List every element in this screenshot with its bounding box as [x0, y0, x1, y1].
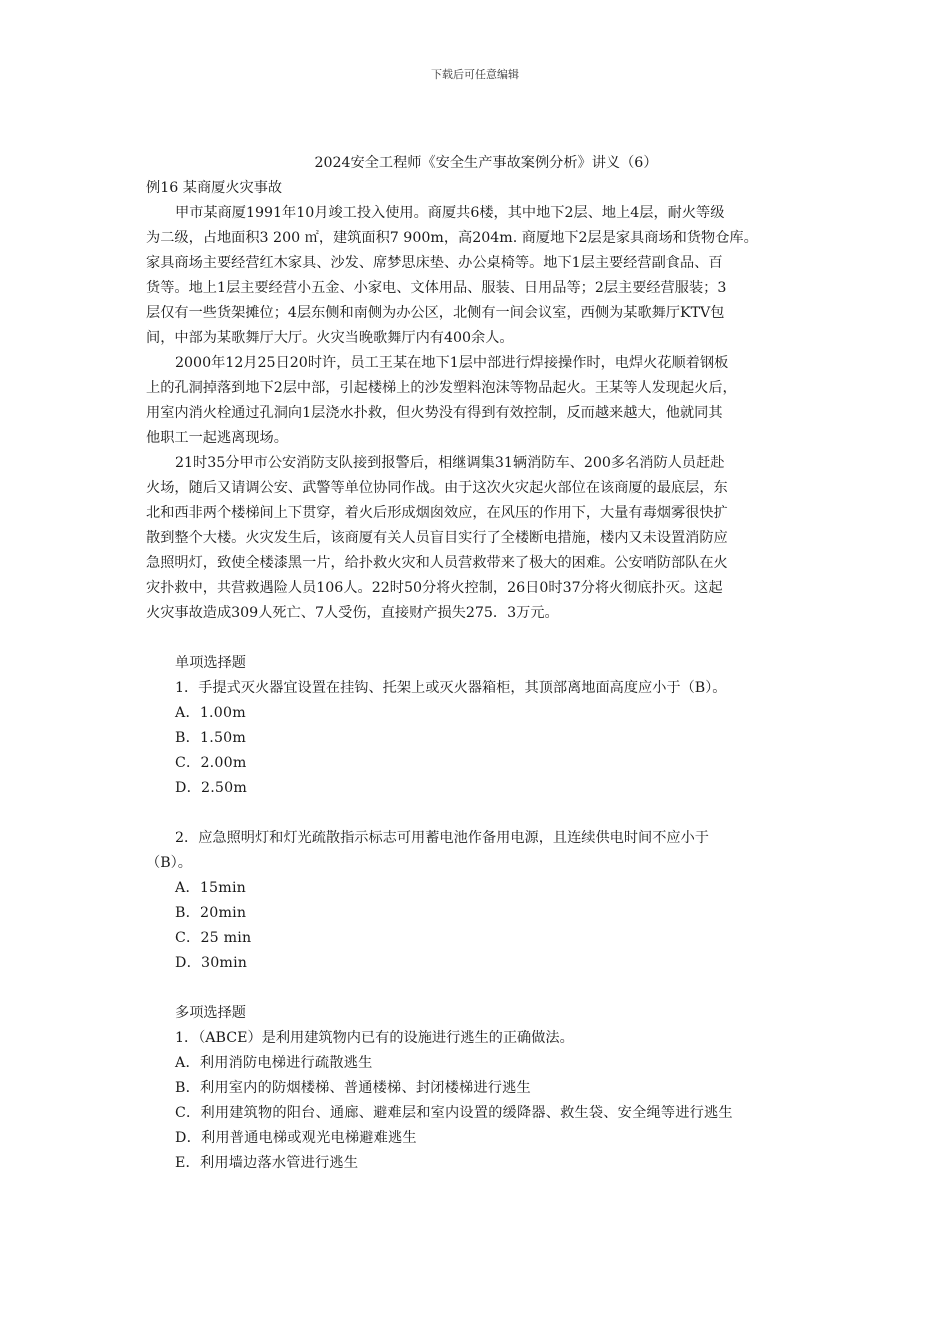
option: C．2.00m — [175, 755, 247, 771]
document-title: 2024安全工程师《安全生产事故案例分析》讲义（6） — [314, 155, 658, 171]
question-text: 1．手提式灭火器宜设置在挂钩、托架上或灭火器箱柜，其顶部离地面高度应小于（B）。 — [175, 680, 727, 696]
single-choice-section — [146, 651, 826, 976]
text-line: 北和西非两个楼梯间上下贯穿，着火后形成烟囱效应，在风压的作用下，大量有毒烟雾很快扩 — [146, 505, 728, 521]
section-heading: 多项选择题 — [175, 1005, 246, 1021]
question-1 — [146, 1026, 826, 1176]
text-line: 21时35分甲市公安消防支队接到报警后，相继调集31辆消防车、200多名消防人员赶赴 — [175, 455, 725, 471]
text-line: 火灾事故造成309人死亡、7人受伤，直接财产损失275．3万元。 — [146, 605, 559, 621]
option: A．利用消防电梯进行疏散逃生 — [175, 1055, 373, 1071]
text-line: 家具商场主要经营红木家具、沙发、席梦思床垫、办公桌椅等。地下1层主要经营副食品、百 — [146, 255, 723, 271]
option: A．15min — [175, 880, 247, 896]
option: B．20min — [175, 905, 247, 921]
case-heading: 例16 某商厦火灾事故 — [146, 180, 283, 196]
multi-choice-section — [146, 1001, 826, 1176]
document-body — [146, 151, 826, 1176]
question-2 — [146, 826, 826, 976]
header-note: 下载后可任意编辑 — [431, 68, 519, 81]
text-line: 为二级，占地面积3 200 ㎡，建筑面积7 900m，高204m. 商厦地下2层是家具商场和货物仓库。 — [146, 230, 758, 246]
option: D．30min — [175, 955, 248, 971]
text-line: 用室内消火栓通过孔洞向1层浇水扑救，但火势没有得到有效控制，反而越来越大，他就同其 — [146, 405, 723, 421]
option: C．利用建筑物的阳台、通廊、避难层和室内设置的缓降器、救生袋、安全绳等进行逃生 — [175, 1105, 733, 1121]
question-text: （B）。 — [146, 855, 192, 871]
text-line: 2000年12月25日20时许，员工王某在地下1层中部进行焊接操作时，电焊火花顺着钢板 — [175, 355, 729, 371]
text-line: 上的孔洞掉落到地下2层中部，引起楼梯上的沙发塑料泡沫等物品起火。王某等人发现起火后， — [146, 380, 737, 396]
section-heading: 单项选择题 — [175, 655, 246, 671]
text-line: 货等。地上1层主要经营小五金、小家电、文体用品、服装、日用品等；2层主要经营服装；3 — [146, 280, 727, 296]
option: A．1.00m — [175, 705, 246, 721]
question-text: 1．（ABCE）是利用建筑物内已有的设施进行逃生的正确做法。 — [175, 1030, 574, 1046]
option: D．2.50m — [175, 780, 248, 796]
text-line: 急照明灯，致使全楼漆黑一片，给扑救火灾和人员营救带来了极大的困难。公安哨防部队在火 — [146, 555, 728, 571]
option: D．利用普通电梯或观光电梯避难逃生 — [175, 1130, 417, 1146]
text-line: 甲市某商厦1991年10月竣工投入使用。商厦共6楼，其中地下2层、地上4层，耐火等级 — [175, 205, 725, 221]
paragraph-2 — [146, 351, 826, 451]
paragraph-3 — [146, 451, 826, 626]
option: E．利用墙边落水管进行逃生 — [175, 1155, 359, 1171]
option: B．1.50m — [175, 730, 247, 746]
text-line: 他职工一起逃离现场。 — [146, 430, 288, 446]
question-1 — [146, 676, 826, 801]
text-line: 层仅有一些货架摊位；4层东侧和南侧为办公区，北侧有一间会议室，西侧为某歌舞厅KTV包 — [146, 305, 725, 321]
option: C．25 min — [175, 930, 252, 946]
text-line: 散到整个大楼。火灾发生后，该商厦有关人员盲目实行了全楼断电措施，楼内又未设置消防应 — [146, 530, 728, 546]
text-line: 间，中部为某歌舞厅大厅。火灾当晚歌舞厅内有400余人。 — [146, 330, 514, 346]
option: B．利用室内的防烟楼梯、普通楼梯、封闭楼梯进行逃生 — [175, 1080, 531, 1096]
paragraph-1 — [146, 201, 826, 351]
text-line: 灾扑救中，共营救遇险人员106人。22时50分将火控制，26日0时37分将火彻底扑灭。这起 — [146, 580, 723, 596]
text-line: 火场，随后又请调公安、武警等单位协同作战。由于这次火灾起火部位在该商厦的最底层，东 — [146, 480, 728, 496]
question-text: 2．应急照明灯和灯光疏散指示标志可用蓄电池作备用电源，且连续供电时间不应小于 — [175, 830, 709, 846]
